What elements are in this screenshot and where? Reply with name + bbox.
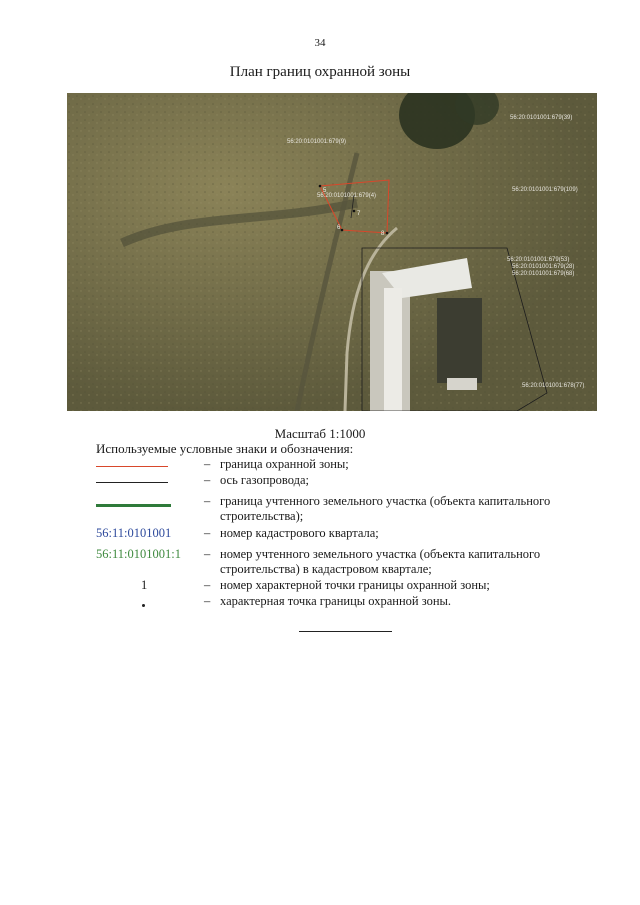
parcel-label-right-2: 56:20:0101001:679(53): [507, 257, 570, 263]
parcel-label-bottom-right: 56:20:0101001:678(77): [522, 383, 585, 389]
legend-dash: –: [204, 473, 211, 487]
legend-symbol: [96, 526, 192, 541]
legend-dash: –: [204, 494, 211, 508]
parcel-label-right-1: 56:20:0101001:679(109): [512, 187, 578, 193]
legend-text: граница охранной зоны;: [220, 457, 349, 471]
point-label-5: 5: [323, 188, 327, 194]
map-canvas: [67, 93, 597, 411]
point-marker-7: [353, 210, 356, 213]
legend-symbol: [96, 578, 192, 593]
legend-heading: Используемые условные знаки и обозначения:: [96, 441, 354, 456]
legend-text: ось газопровода;: [220, 473, 310, 487]
parcel-label-center: 56:20:0101001:679(4): [317, 193, 377, 199]
legend-symbol: [96, 547, 192, 562]
page-title: План границ охранной зоны: [229, 64, 411, 80]
point-label-8: 8: [381, 231, 385, 237]
legend-text: характерная точка границы охранной зоны.: [220, 594, 452, 608]
point-number-symbol: 1: [141, 578, 148, 592]
legend-symbol: [96, 457, 192, 472]
map-scale: Масштаб 1:1000: [274, 426, 366, 441]
protection-zone-line-symbol: [96, 466, 168, 467]
legend-dash: –: [204, 526, 211, 540]
point-marker-5: [319, 185, 322, 188]
building-dark: [437, 298, 482, 383]
registered-parcel-line-symbol: [96, 504, 171, 507]
parcel-label-top-right: 56:20:0101001:679(39): [510, 115, 573, 121]
satellite-map: [67, 93, 597, 411]
cadastral-quarter-code: 56:11:0101001: [96, 526, 172, 540]
point-label-6: 6: [337, 225, 341, 231]
closing-rule: [299, 631, 392, 632]
legend-text: граница учтенного земельного участка (объекта капитального строительства);: [220, 494, 551, 523]
point-label-7: 7: [357, 211, 361, 217]
legend-text: номер характерной точки границы охранной зоны;: [220, 578, 490, 592]
parcel-label-right-4: 56:20:0101001:679(68): [512, 271, 575, 277]
page-number: 34: [314, 37, 326, 49]
legend-symbol: [96, 473, 192, 488]
point-marker-6: [341, 229, 344, 232]
legend-dash: –: [204, 578, 211, 592]
legend-symbol: [96, 594, 192, 609]
legend-text: номер учтенного земельного участка (объекта капитального строительства) в кадастровом квартале;: [220, 547, 541, 576]
parcel-number-code: 56:11:0101001:1: [96, 547, 181, 561]
point-marker-symbol: [142, 604, 145, 607]
gas-pipe-line-symbol: [96, 482, 168, 483]
shed: [447, 378, 477, 390]
parcel-label-top-left: 56:20:0101001:679(9): [287, 139, 347, 145]
point-marker-8: [386, 232, 389, 235]
legend-symbol: [96, 494, 192, 509]
legend-dash: –: [204, 457, 211, 471]
parcel-label-right-3: 56:20:0101001:679(28): [512, 264, 575, 270]
legend-text: номер кадастрового квартала;: [220, 526, 379, 540]
legend-dash: –: [204, 547, 211, 561]
building-wing: [384, 288, 402, 411]
legend-dash: –: [204, 594, 211, 608]
